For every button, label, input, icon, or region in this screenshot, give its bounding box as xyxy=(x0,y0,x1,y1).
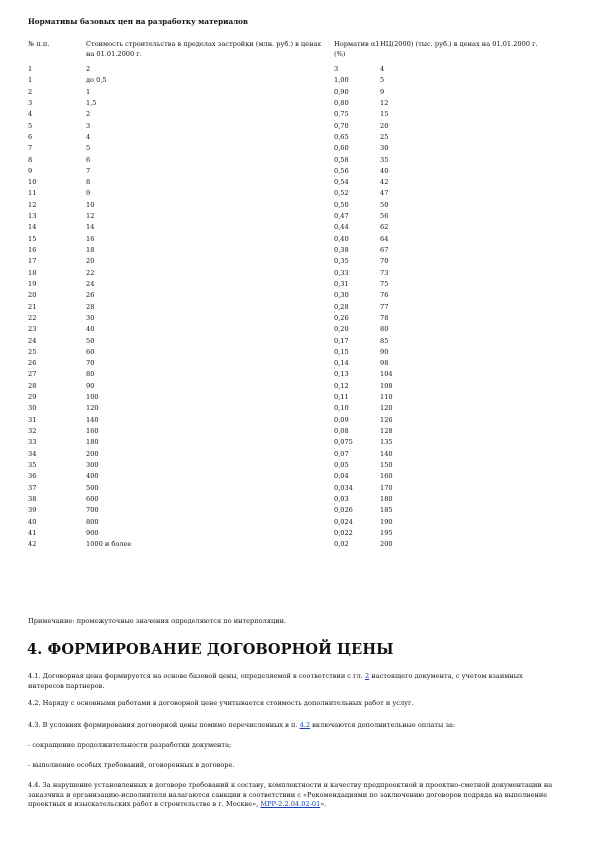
cell-construction-cost: 120 xyxy=(86,404,99,413)
table-row xyxy=(28,460,560,471)
cell-base-price: 104 xyxy=(380,370,393,379)
cell-norm-alpha: 0,26 xyxy=(334,313,349,322)
cell-construction-cost: 28 xyxy=(86,302,95,311)
table-title: Нормативы базовых цен на разработку материалов xyxy=(28,17,248,26)
cell-construction-cost: 700 xyxy=(86,506,99,515)
paragraph-text: 4.4. За нарушение установленных в договоре требований к составу, комплектности и качеству предпроектной и проектно-сметной документации на заказчика и организацию-исполнителя налагаются санкции в соответствии с «Рекомендациями по заключению договоров подряда на выполнение проектных и изыскательских работ в строительстве в г. Москве», xyxy=(28,781,553,809)
cell-construction-cost: 1000 и более xyxy=(86,540,132,549)
link-section-2[interactable]: 2 xyxy=(364,672,370,680)
table-row xyxy=(28,381,560,392)
table-row xyxy=(28,494,560,505)
table-row xyxy=(28,347,560,358)
cell-construction-cost: 70 xyxy=(86,359,95,368)
paragraph-text: ». xyxy=(320,800,327,809)
table-row xyxy=(28,483,560,494)
cell-base-price: 20 xyxy=(380,121,389,130)
cell-norm-alpha: 0,50 xyxy=(334,200,349,209)
cell-norm-alpha: 0,60 xyxy=(334,144,349,153)
cell-construction-cost: 20 xyxy=(86,257,95,266)
table-row xyxy=(28,109,560,120)
cell-base-price: 128 xyxy=(380,427,393,435)
cell-norm-alpha: 0,40 xyxy=(334,234,349,243)
cell-number: 31 xyxy=(28,415,37,424)
cell-number: 37 xyxy=(28,483,37,492)
cell-construction-cost: 300 xyxy=(86,460,99,469)
cell-norm-alpha: 0,034 xyxy=(334,483,353,492)
cell-number: 14 xyxy=(28,223,37,232)
cell-construction-cost: 16 xyxy=(86,234,95,243)
table-row xyxy=(28,121,560,132)
cell-base-price: 98 xyxy=(380,359,389,368)
table-row xyxy=(28,449,560,460)
cell-number: 5 xyxy=(28,121,33,130)
cell-number: 24 xyxy=(28,336,37,345)
cell-construction-cost: 6 xyxy=(86,155,91,164)
list-item: - сокращение продолжительности разработки документа; xyxy=(28,741,232,749)
header-norm-alpha: Норматив α1 (%) xyxy=(334,40,380,58)
table-row xyxy=(28,392,560,403)
cell-norm-alpha: 0,04 xyxy=(334,472,349,481)
table-row xyxy=(28,256,560,267)
paragraph-text: включаются дополнительные оплаты за: xyxy=(310,721,456,729)
table-row xyxy=(28,98,560,109)
cell-base-price: 160 xyxy=(380,472,393,481)
cell-construction-cost: 200 xyxy=(86,449,99,458)
cell-construction-cost: 800 xyxy=(86,517,99,526)
cell-number: 4 xyxy=(28,110,33,119)
table-row xyxy=(28,155,560,166)
cell-norm-alpha: 0,38 xyxy=(334,246,349,254)
cell-base-price: 195 xyxy=(380,528,393,537)
cell-norm-alpha: 0,28 xyxy=(334,302,349,311)
cell-norm-alpha: 0,11 xyxy=(334,393,349,402)
cell-base-price: 15 xyxy=(380,110,389,119)
cell-construction-cost: 4 xyxy=(86,132,91,141)
table-row xyxy=(28,302,560,313)
cell-norm-alpha: 0,56 xyxy=(334,166,349,175)
cell-number: 16 xyxy=(28,246,37,254)
cell-number: 30 xyxy=(28,404,37,413)
cell-number: 18 xyxy=(28,268,37,277)
cell-base-price: 25 xyxy=(380,132,389,141)
table-row xyxy=(28,290,560,301)
cell-base-price: 40 xyxy=(380,166,389,175)
cell-base-price: 135 xyxy=(380,438,393,447)
cell-number: 35 xyxy=(28,460,37,469)
table-row xyxy=(28,268,560,279)
cell-number: 21 xyxy=(28,302,37,311)
cell-base-price: 73 xyxy=(380,268,389,277)
table-note: Примечание: промежуточные значения определяются по интерполяции. xyxy=(28,617,287,625)
cell-construction-cost: 600 xyxy=(86,494,99,503)
table-row xyxy=(28,132,560,143)
cell-number: 9 xyxy=(28,166,33,175)
cell-construction-cost: 3 xyxy=(86,121,91,130)
cell-construction-cost: 160 xyxy=(86,427,99,435)
cell-number: 38 xyxy=(28,494,37,503)
cell-construction-cost: 140 xyxy=(86,415,99,424)
table-row xyxy=(28,358,560,369)
paragraph-text: настоящего документа, с учетом взаимных интересов партнеров. xyxy=(28,672,523,690)
cell-norm-alpha: 0,12 xyxy=(334,381,349,390)
cell-construction-cost: 100 xyxy=(86,393,99,402)
paragraph-4-2: 4.2. Наряду с основными работами в договорной цене учитывается стоимость дополнительных работ и услуг. xyxy=(28,699,414,707)
cell-number: 15 xyxy=(28,234,37,243)
cell-norm-alpha: 0,09 xyxy=(334,415,349,424)
cell-base-price: 200 xyxy=(380,540,393,549)
cell-construction-cost: 180 xyxy=(86,438,99,447)
cell-norm-alpha: 0,75 xyxy=(334,110,349,119)
table-header-row xyxy=(28,40,560,64)
cell-construction-cost: 2 xyxy=(86,65,91,73)
cell-norm-alpha: 0,65 xyxy=(334,132,349,141)
cell-number: 7 xyxy=(28,144,33,153)
cell-number: 34 xyxy=(28,449,37,458)
cell-number: 8 xyxy=(28,155,33,164)
cell-base-price: 90 xyxy=(380,347,389,356)
table-row xyxy=(28,313,560,324)
cell-construction-cost: 50 xyxy=(86,336,95,345)
cell-number: 13 xyxy=(28,212,37,221)
section-heading: 4. ФОРМИРОВАНИЕ ДОГОВОРНОЙ ЦЕНЫ xyxy=(27,641,394,658)
table-row xyxy=(28,166,560,177)
cell-norm-alpha: 0,02 xyxy=(334,540,349,549)
cell-base-price: 76 xyxy=(380,291,389,300)
table-row xyxy=(28,245,560,256)
cell-norm-alpha: 1,00 xyxy=(334,76,349,85)
cell-number: 28 xyxy=(28,381,37,390)
header-number: № п.п. xyxy=(28,40,50,48)
table-row xyxy=(28,200,560,211)
cell-norm-alpha: 0,03 xyxy=(334,494,349,503)
cell-norm-alpha: 0,90 xyxy=(334,87,349,96)
cell-construction-cost: 7 xyxy=(86,166,91,175)
cell-number: 29 xyxy=(28,393,37,402)
cell-base-price: 42 xyxy=(380,178,389,187)
cell-construction-cost: 8 xyxy=(86,178,91,187)
table-row xyxy=(28,211,560,222)
cell-number: 1 xyxy=(28,76,33,85)
cell-base-price: 56 xyxy=(380,212,389,221)
table-row xyxy=(28,222,560,233)
cell-construction-cost: 24 xyxy=(86,279,95,288)
cell-construction-cost: 10 xyxy=(86,200,95,209)
cell-norm-alpha: 0,54 xyxy=(334,178,349,187)
cell-base-price: 110 xyxy=(380,393,393,402)
cell-base-price: 4 xyxy=(380,65,385,73)
cell-construction-cost: 400 xyxy=(86,472,99,481)
cell-number: 42 xyxy=(28,540,37,549)
table-body xyxy=(28,64,560,550)
cell-number: 27 xyxy=(28,370,37,379)
header-construction-cost: Стоимость строительства в пределах застройки (млн. руб.) в ценах на 01.01.2000 г. xyxy=(86,40,322,58)
table-row xyxy=(28,517,560,528)
cell-construction-cost: 18 xyxy=(86,246,95,254)
cell-base-price: 126 xyxy=(380,415,393,424)
cell-norm-alpha: 0,47 xyxy=(334,212,349,221)
cell-base-price: 30 xyxy=(380,144,389,153)
cell-number: 33 xyxy=(28,438,37,447)
table-row xyxy=(28,403,560,414)
cell-base-price: 50 xyxy=(380,200,389,209)
cell-base-price: 67 xyxy=(380,246,389,254)
cell-norm-alpha: 0,08 xyxy=(334,427,349,435)
cell-number: 19 xyxy=(28,279,37,288)
table-row xyxy=(28,234,560,245)
cell-construction-cost: 80 xyxy=(86,370,95,379)
cell-construction-cost: до 0,5 xyxy=(86,76,107,85)
cell-number: 40 xyxy=(28,517,37,526)
cell-norm-alpha: 0,20 xyxy=(334,325,349,334)
table-row xyxy=(28,324,560,335)
cell-norm-alpha: 0,026 xyxy=(334,506,353,515)
paragraph-4-1 xyxy=(28,672,558,691)
cell-base-price: 9 xyxy=(380,87,385,96)
table-row xyxy=(28,528,560,539)
cell-norm-alpha: 0,024 xyxy=(334,517,353,526)
cell-norm-alpha: 0,14 xyxy=(334,359,349,368)
cell-base-price: 77 xyxy=(380,302,389,311)
cell-construction-cost: 14 xyxy=(86,223,95,232)
table-row xyxy=(28,75,560,86)
cell-norm-alpha: 0,13 xyxy=(334,370,349,379)
cell-base-price: 190 xyxy=(380,517,393,526)
table-row xyxy=(28,426,560,437)
cell-number: 2 xyxy=(28,87,33,96)
cell-base-price: 70 xyxy=(380,257,389,266)
cell-construction-cost: 1,5 xyxy=(86,98,97,107)
cell-base-price: 47 xyxy=(380,189,389,198)
cell-base-price: 85 xyxy=(380,336,389,345)
cell-construction-cost: 12 xyxy=(86,212,95,221)
cell-norm-alpha: 0,80 xyxy=(334,98,349,107)
cell-norm-alpha: 0,15 xyxy=(334,347,349,356)
cell-base-price: 180 xyxy=(380,494,393,503)
table-row xyxy=(28,437,560,448)
cell-norm-alpha: 0,30 xyxy=(334,291,349,300)
cell-norm-alpha: 0,52 xyxy=(334,189,349,198)
cell-construction-cost: 40 xyxy=(86,325,95,334)
cell-norm-alpha: 0,022 xyxy=(334,528,353,537)
table-row xyxy=(28,64,560,75)
cell-number: 36 xyxy=(28,472,37,481)
cell-number: 12 xyxy=(28,200,37,209)
cell-construction-cost: 5 xyxy=(86,144,91,153)
cell-number: 22 xyxy=(28,313,37,322)
cell-base-price: 78 xyxy=(380,313,389,322)
table-row xyxy=(28,539,560,550)
table-row xyxy=(28,471,560,482)
table-row xyxy=(28,369,560,380)
cell-number: 23 xyxy=(28,325,37,334)
table-row xyxy=(28,336,560,347)
paragraph-text: 4.1. Договорная цена формируется на основе базовой цены, определяемой в соответствии с гл. xyxy=(28,672,365,680)
cell-base-price: 5 xyxy=(380,76,385,85)
list-item: - выполнение особых требований, оговоренных в договоре. xyxy=(28,761,235,769)
table-row xyxy=(28,188,560,199)
cell-number: 10 xyxy=(28,178,37,187)
cell-norm-alpha: 0,05 xyxy=(334,460,349,469)
link-mrr-document[interactable]: МРР-2.2.04.02-01 xyxy=(260,800,321,809)
norms-table xyxy=(28,40,560,550)
cell-base-price: 185 xyxy=(380,506,393,515)
cell-construction-cost: 1 xyxy=(86,87,91,96)
cell-number: 6 xyxy=(28,132,33,141)
cell-number: 41 xyxy=(28,528,37,537)
cell-number: 3 xyxy=(28,98,33,107)
cell-base-price: 62 xyxy=(380,223,389,232)
cell-norm-alpha: 0,33 xyxy=(334,268,349,277)
cell-base-price: 140 xyxy=(380,449,393,458)
table-row xyxy=(28,87,560,98)
cell-number: 1 xyxy=(28,65,33,73)
cell-number: 25 xyxy=(28,347,37,356)
cell-base-price: 120 xyxy=(380,404,393,413)
cell-construction-cost: 60 xyxy=(86,347,95,356)
table-row xyxy=(28,143,560,154)
cell-norm-alpha: 0,44 xyxy=(334,223,349,232)
cell-number: 11 xyxy=(28,189,37,198)
table-row xyxy=(28,415,560,426)
cell-construction-cost: 26 xyxy=(86,291,95,300)
cell-base-price: 80 xyxy=(380,325,389,334)
cell-construction-cost: 30 xyxy=(86,313,95,322)
cell-base-price: 12 xyxy=(380,98,389,107)
cell-number: 20 xyxy=(28,291,37,300)
cell-base-price: 35 xyxy=(380,155,389,164)
cell-number: 32 xyxy=(28,427,37,435)
cell-construction-cost: 22 xyxy=(86,268,95,277)
cell-construction-cost: 90 xyxy=(86,381,95,390)
cell-construction-cost: 500 xyxy=(86,483,99,492)
cell-norm-alpha: 0,70 xyxy=(334,121,349,130)
table-row xyxy=(28,279,560,290)
cell-base-price: 108 xyxy=(380,381,393,390)
cell-norm-alpha: 0,17 xyxy=(334,336,349,345)
cell-norm-alpha: 0,075 xyxy=(334,438,353,447)
table-row xyxy=(28,177,560,188)
cell-norm-alpha: 3 xyxy=(334,65,339,73)
cell-norm-alpha: 0,10 xyxy=(334,404,349,413)
cell-base-price: 150 xyxy=(380,460,393,469)
cell-construction-cost: 900 xyxy=(86,528,99,537)
cell-number: 17 xyxy=(28,257,37,266)
cell-number: 39 xyxy=(28,506,37,515)
cell-norm-alpha: 0,07 xyxy=(334,449,349,458)
cell-norm-alpha: 0,31 xyxy=(334,279,349,288)
cell-construction-cost: 2 xyxy=(86,110,91,119)
cell-base-price: 75 xyxy=(380,279,389,288)
cell-norm-alpha: 0,35 xyxy=(334,257,349,266)
cell-base-price: 170 xyxy=(380,483,393,492)
paragraph-4-4 xyxy=(28,781,558,810)
paragraph-4-3 xyxy=(28,721,558,731)
cell-norm-alpha: 0,58 xyxy=(334,155,349,164)
table-row xyxy=(28,505,560,516)
cell-construction-cost: 9 xyxy=(86,189,91,198)
cell-base-price: 64 xyxy=(380,234,389,243)
cell-number: 26 xyxy=(28,359,37,368)
header-base-price: НЦ(2000) (тыс. руб.) в ценах на 01.01.2000 г. xyxy=(380,40,538,48)
paragraph-text: 4.3. В условиях формирования договорной цены помимо перечисленных в п. xyxy=(28,721,300,729)
link-point-4-2[interactable]: 4.2 xyxy=(299,721,311,729)
